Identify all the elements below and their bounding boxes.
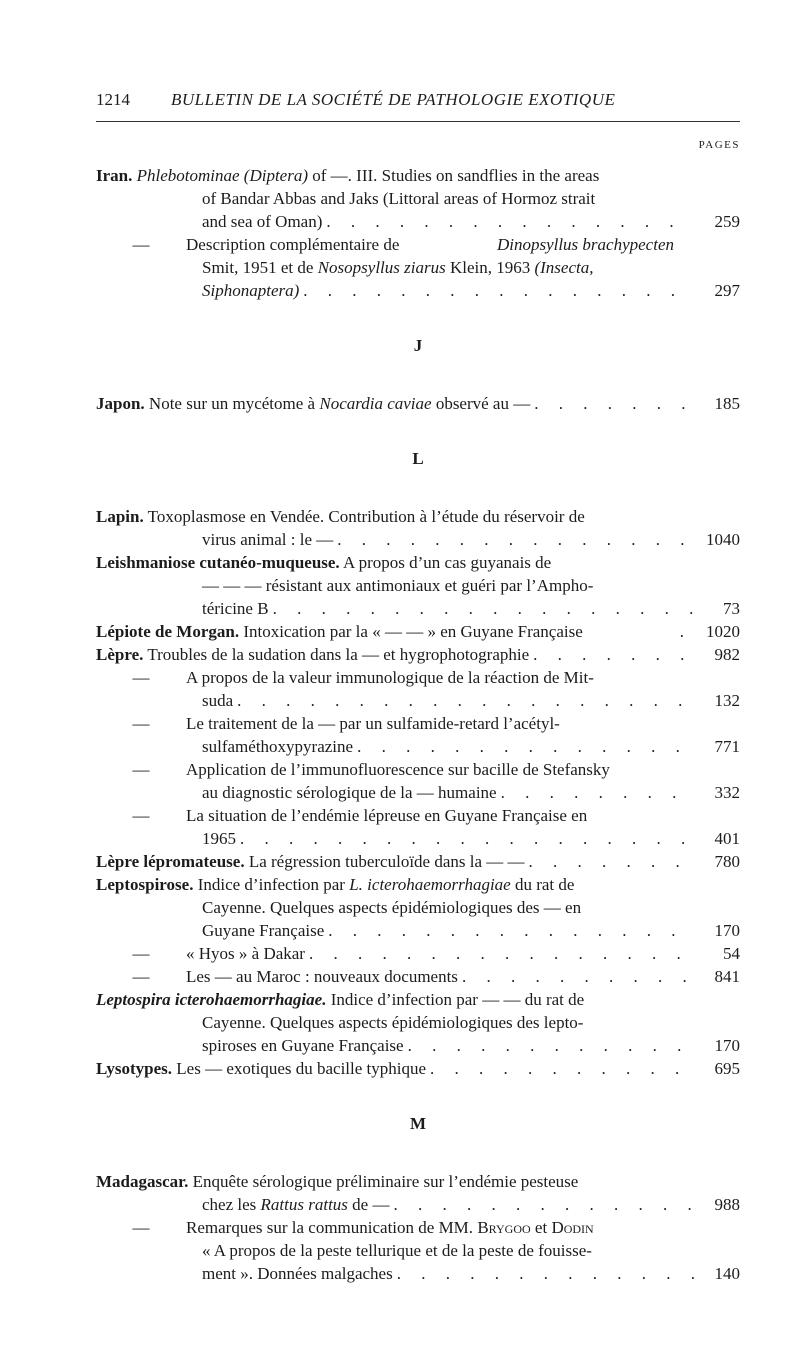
index-entry-lepiote: Lépiote de Morgan. Intoxication par la « — — » en Guyane Française . 1020 bbox=[96, 622, 740, 641]
page-ref: 1020 bbox=[706, 622, 740, 641]
page-ref: 54 bbox=[723, 944, 740, 963]
index-entry-leishmaniose: Leishmaniose cutanéo-muqueuse. A propos d’un cas guyanais de — — — résistant aux antimoniaux et guéri par l’Ampho- téricine B . . . 73 bbox=[96, 551, 740, 620]
page-ref: 140 bbox=[714, 1264, 740, 1283]
dot-leader bbox=[333, 528, 694, 551]
dot-leader bbox=[299, 279, 694, 302]
page-ref: 1040 bbox=[706, 530, 740, 549]
dot-leader bbox=[404, 1034, 694, 1057]
page-ref: 170 bbox=[714, 1036, 740, 1055]
page-ref: 259 bbox=[714, 212, 740, 231]
dot-leader bbox=[529, 643, 694, 666]
page-ref: 73 bbox=[723, 599, 740, 618]
dot-leader bbox=[530, 392, 694, 415]
dot-leader bbox=[305, 942, 694, 965]
page-ref: 988 bbox=[714, 1195, 740, 1214]
dot-leader bbox=[324, 919, 694, 942]
page-number: 1214 bbox=[96, 90, 130, 109]
running-title: BULLETIN DE LA SOCIÉTÉ DE PATHOLOGIE EXOTIQUE bbox=[171, 90, 616, 109]
page-ref: 132 bbox=[714, 691, 740, 710]
pages-column-label: PAGES bbox=[698, 139, 740, 151]
header-rule bbox=[96, 121, 740, 122]
dot-leader bbox=[269, 597, 694, 620]
index-entry-lepre: Lèpre. Troubles de la sudation dans la — et hygrophotographie . . . 982 — A propos de la valeur immunologique de la réaction de Mit- suda . . . 132 — Le traitement de la — par un sulfamide-retard l’acétyl- sulfaméthoxypyrazine . . . 771 — Application de l’immunofluorescence sur bacille de Stefansky au diagnostic sérologique de la — humaine . . . 332 — La situation de l’endémie lépreuse en Guyane Française en 1965 . . . 401 bbox=[96, 643, 740, 850]
dot-leader bbox=[236, 827, 694, 850]
page-ref: 185 bbox=[714, 394, 740, 413]
page-ref: 401 bbox=[714, 829, 740, 848]
dot-leader bbox=[353, 735, 694, 758]
page-ref: 780 bbox=[714, 852, 740, 871]
page-ref: 297 bbox=[714, 281, 740, 300]
section-letter-l: L bbox=[412, 449, 424, 468]
running-header bbox=[96, 90, 740, 120]
index-entry-madagascar: Madagascar. Enquête sérologique préliminaire sur l’endémie pesteuse chez les Rattus rattus de — . . . 988 — Remarques sur la communication de MM. Brygoo et Dodin « A propos de la peste tellurique et de la peste de fouisse- ment ». Données malgaches . . . 140 bbox=[96, 1170, 740, 1285]
section-letter-j: J bbox=[413, 336, 423, 355]
page-ref: 170 bbox=[714, 921, 740, 940]
dot-leader bbox=[389, 1193, 694, 1216]
entry-heading: Iran. bbox=[96, 166, 133, 185]
dot-leader bbox=[393, 1262, 694, 1285]
dot-leader bbox=[497, 781, 694, 804]
dot-leader bbox=[458, 965, 694, 988]
page-ref: 695 bbox=[714, 1059, 740, 1078]
index-entry-lepre-lepromateuse: Lèpre lépromateuse. La régression tuberculoïde dans la — — . . . 780 bbox=[96, 850, 740, 873]
page-ref: 332 bbox=[714, 783, 740, 802]
section-letter-m: M bbox=[409, 1114, 427, 1133]
page-ref: 841 bbox=[714, 967, 740, 986]
index-entry-lapin: Lapin. Toxoplasmose en Vendée. Contribution à l’étude du réservoir de virus animal : le — . . . 1040 bbox=[96, 505, 740, 551]
index-entry-lysotypes: Lysotypes. Les — exotiques du bacille typhique . . . 695 bbox=[96, 1057, 740, 1080]
index-entry-leptospira: Leptospira icterohaemorrhagiae. Indice d’infection par — — du rat de Cayenne. Quelques aspects épidémiologiques des lepto- spiroses en Guyane Française . . . 170 bbox=[96, 988, 740, 1057]
page-ref: 771 bbox=[714, 737, 740, 756]
dot-leader bbox=[322, 210, 694, 233]
dot-leader bbox=[233, 689, 694, 712]
index-entry-iran: Iran. Phlebotominae (Diptera) of —. III. Studies on sandflies in the areas of Bandar Abbas and Jaks (Littoral areas of Hormoz strait and sea of Oman) . . . 259 bbox=[96, 164, 740, 233]
index-content bbox=[96, 164, 740, 1285]
page-ref: 982 bbox=[714, 645, 740, 664]
index-entry-leptospirose: Leptospirose. Indice d’infection par L. icterohaemorrhagiae du rat de Cayenne. Quelques aspects épidémiologiques des — en Guyane Française . . . 170 — « Hyos » à Dakar . . . 54 — Les — au Maroc : nouveaux documents . . . 841 bbox=[96, 873, 740, 988]
index-entry-japon: Japon. Note sur un mycétome à Nocardia caviae observé au — . . . 185 bbox=[96, 392, 740, 415]
index-subentry: — Description complémentaire de Dinopsyllus brachypecten Smit, 1951 et de Nosopsyllus ziarus Klein, 1963 (Insecta, Siphonaptera) . . . 297 bbox=[96, 233, 740, 302]
dot-leader bbox=[525, 850, 694, 873]
dot-leader bbox=[426, 1057, 694, 1080]
